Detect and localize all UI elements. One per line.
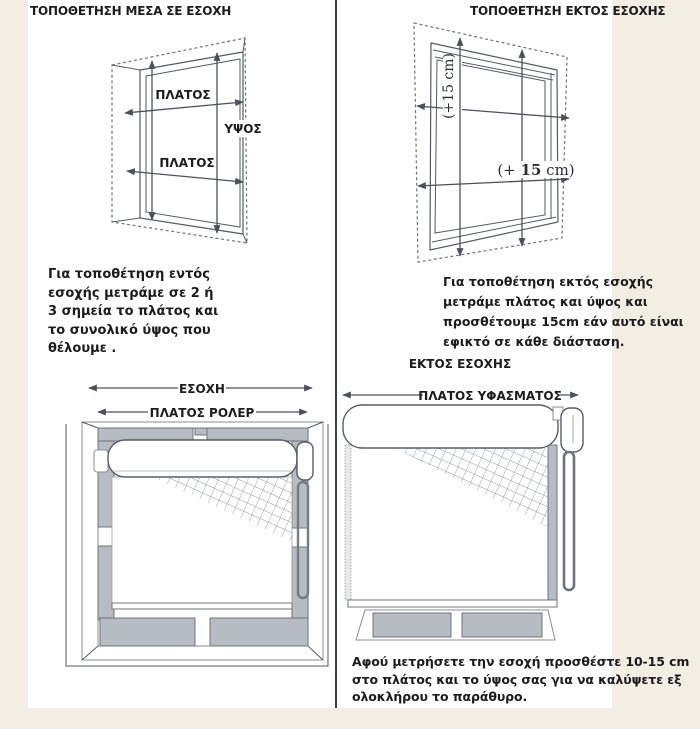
note-line: εσοχής μετράμε σε 2 ή: [48, 285, 214, 301]
note-line: 3 σημεία το πλάτος και: [48, 304, 219, 319]
outside-recess-label: ΕΚΤΟΣ ΕΣΟΧΗΣ: [408, 357, 512, 371]
window-opening-outline: [146, 59, 240, 227]
note-line: Για τοποθέτηση εκτός εσοχής: [443, 274, 654, 289]
roller-bracket-left: [94, 450, 108, 472]
sill-block-right: [210, 618, 308, 646]
width-arrow-bottom: [418, 179, 569, 186]
diagram-roller-inside-recess: [60, 370, 332, 675]
control-end-cap: [561, 408, 583, 452]
width-label-bottom: ΠΛΑΤΟΣ: [159, 156, 215, 170]
pull-chain: [564, 452, 574, 590]
vertical-divider: [335, 0, 337, 708]
recess-inner-frame: [140, 52, 243, 234]
fabric-left-edge: [345, 445, 351, 600]
plus15-horizontal-label: [497, 161, 574, 179]
diagram-measure-outside-recess: [385, 20, 615, 268]
plus15-pre: (+: [497, 161, 521, 179]
note-line: το συνολικό ύψος που: [48, 322, 211, 338]
roller-tube: [343, 405, 558, 448]
note-line: μετράμε πλάτος και ύψος και: [443, 294, 648, 309]
note-line: στο πλάτος και το ύψος σας για να καλύψετε εξ: [352, 671, 682, 687]
recess-right-wall-lower: [292, 547, 308, 620]
width-arrow-top: [125, 102, 243, 113]
plus15-vertical-label: (+15 cm): [441, 52, 457, 120]
note-line: θέλουμε .: [48, 341, 117, 356]
note-line: Για τοποθέτηση εντός: [48, 267, 210, 282]
roller-width-label: ΠΛΑΤΟΣ ΡΟΛΕΡ: [149, 406, 255, 420]
plus15-post: cm): [541, 161, 575, 179]
width-arrow-bottom: [127, 171, 243, 182]
sill-block-right: [462, 613, 542, 637]
recess-top-wall-right: [207, 428, 308, 441]
frame-bottom-line: [432, 217, 556, 242]
plus15-num: 15: [520, 161, 542, 179]
note-measuring-advice: [352, 653, 689, 706]
side-rail-right: [548, 445, 557, 605]
control-end-cap: [297, 442, 313, 480]
note-outside-recess: [443, 272, 684, 352]
perspective-depth-lines: [112, 38, 247, 243]
bracket-tab: [195, 428, 207, 435]
diagram-measure-inside-recess: [80, 25, 330, 265]
width-label-top: ΠΛΑΤΟΣ: [155, 88, 211, 102]
fabric-hem-bar: [112, 603, 292, 609]
title-inside-recess: ΤΟΠΟΘΕΤΗΣΗ ΜΕΣΑ ΣΕ ΕΣΟΧΗ: [30, 4, 232, 18]
note-inside-recess: [48, 266, 218, 359]
title-outside-recess: ΤΟΠΟΘΕΤΗΣΗ ΕΚΤΟΣ ΕΣΟΧΗΣ: [470, 4, 666, 18]
height-label: ΥΨΟΣ: [224, 122, 262, 136]
sill-block-left: [373, 613, 451, 637]
sill-block-left: [100, 618, 195, 646]
diagram-roller-outside-recess: [340, 355, 612, 665]
recess-top-wall-left: [98, 428, 193, 441]
plus15-dashed-zone: [414, 23, 567, 262]
note-line: Αφού μετρήσετε την εσοχή προσθέστε 10-15 cm: [352, 654, 690, 669]
note-line: εφικτό σε κάθε διάσταση.: [443, 334, 625, 349]
note-line: προσθέτουμε 15cm εάν αυτό είναι: [443, 314, 684, 329]
recess-label: ΕΣΟΧΗ: [179, 382, 225, 396]
fabric-width-label: ΠΛΑΤΟΣ ΥΦΑΣΜΑΤΟΣ: [418, 389, 562, 403]
note-line: ολοκλήρου το παράθυρο.: [352, 689, 528, 704]
width-arrow-top: [417, 106, 569, 118]
fabric-hem-bar: [348, 600, 557, 607]
